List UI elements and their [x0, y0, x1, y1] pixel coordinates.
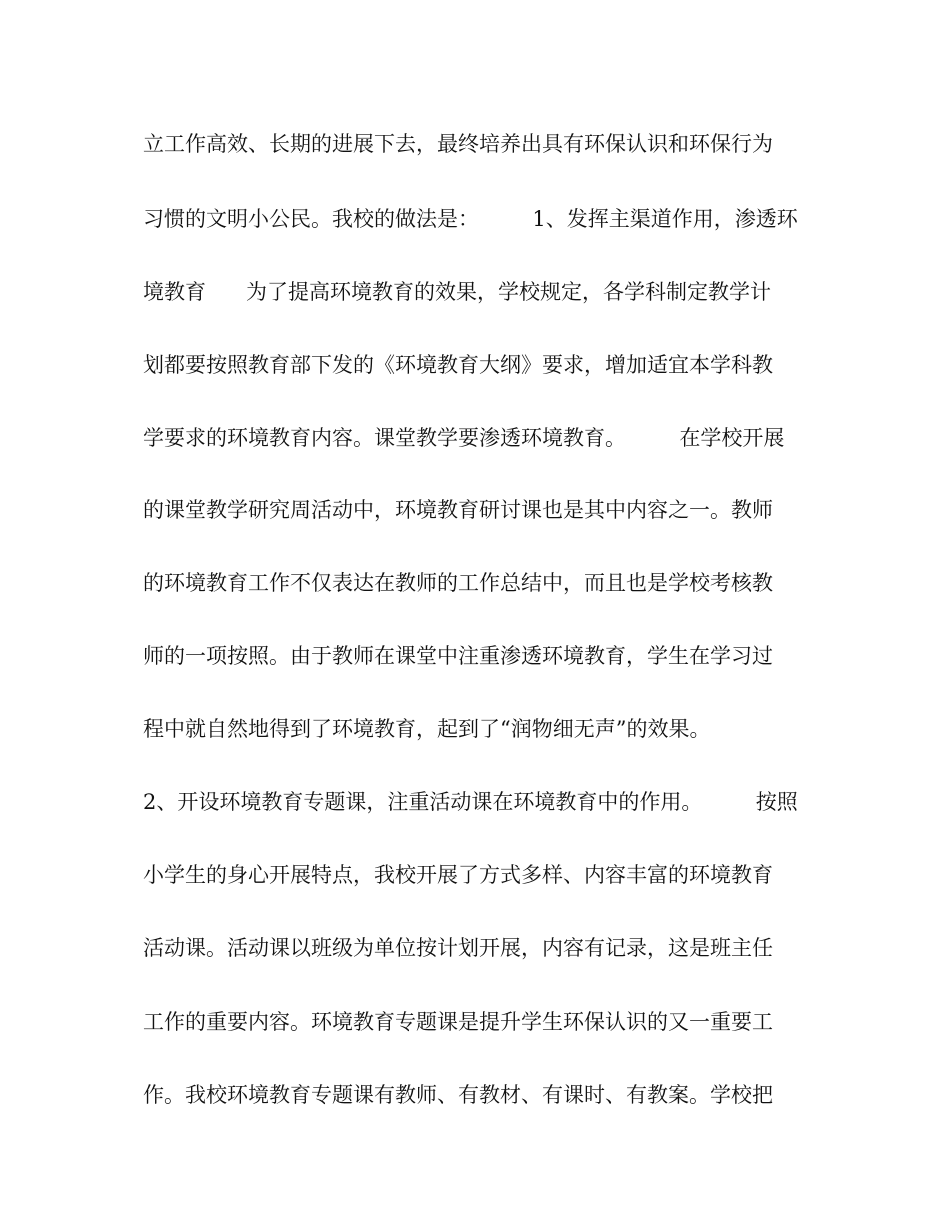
body-text-line: 的环境教育工作不仅表达在教师的工作总结中，而且也是学校考核教: [143, 571, 773, 595]
body-text-line: 活动课。活动课以班级为单位按计划开展，内容有记录，这是班主任: [143, 936, 773, 960]
body-text-line: 作。我校环境教育专题课有教师、有教材、有课时、有教案。学校把: [143, 1083, 773, 1107]
body-text-line: 习惯的文明小公民。我校的做法是： 1、发挥主渠道作用，渗透环: [143, 207, 798, 231]
body-text-line: 学要求的环境教育内容。课堂教学要渗透环境教育。 在学校开展: [143, 426, 785, 450]
body-text-line: 划都要按照教育部下发的《环境教育大纲》要求，增加适宜本学科教: [143, 353, 773, 377]
body-text-line: 境教育 为了提高环境教育的效果，学校规定，各学科制定教学计: [143, 280, 772, 304]
body-text-line: 2、开设环境教育专题课，注重活动课在环境教育中的作用。 按照: [143, 790, 798, 814]
body-text-line: 小学生的身心开展特点，我校开展了方式多样、内容丰富的环境教育: [143, 863, 773, 887]
body-text-line: 立工作高效、长期的进展下去，最终培养出具有环保认识和环保行为: [143, 132, 773, 156]
body-text-line: 工作的重要内容。环境教育专题课是提升学生环保认识的又一重要工: [143, 1010, 773, 1034]
body-text-line: 师的一项按照。由于教师在课堂中注重渗透环境教育，学生在学习过: [143, 644, 773, 668]
body-text-line: 的课堂教学研究周活动中，环境教育研讨课也是其中内容之一。教师: [143, 498, 773, 522]
body-text-line: 程中就自然地得到了环境教育，起到了“润物细无声”的效果。: [143, 717, 711, 741]
